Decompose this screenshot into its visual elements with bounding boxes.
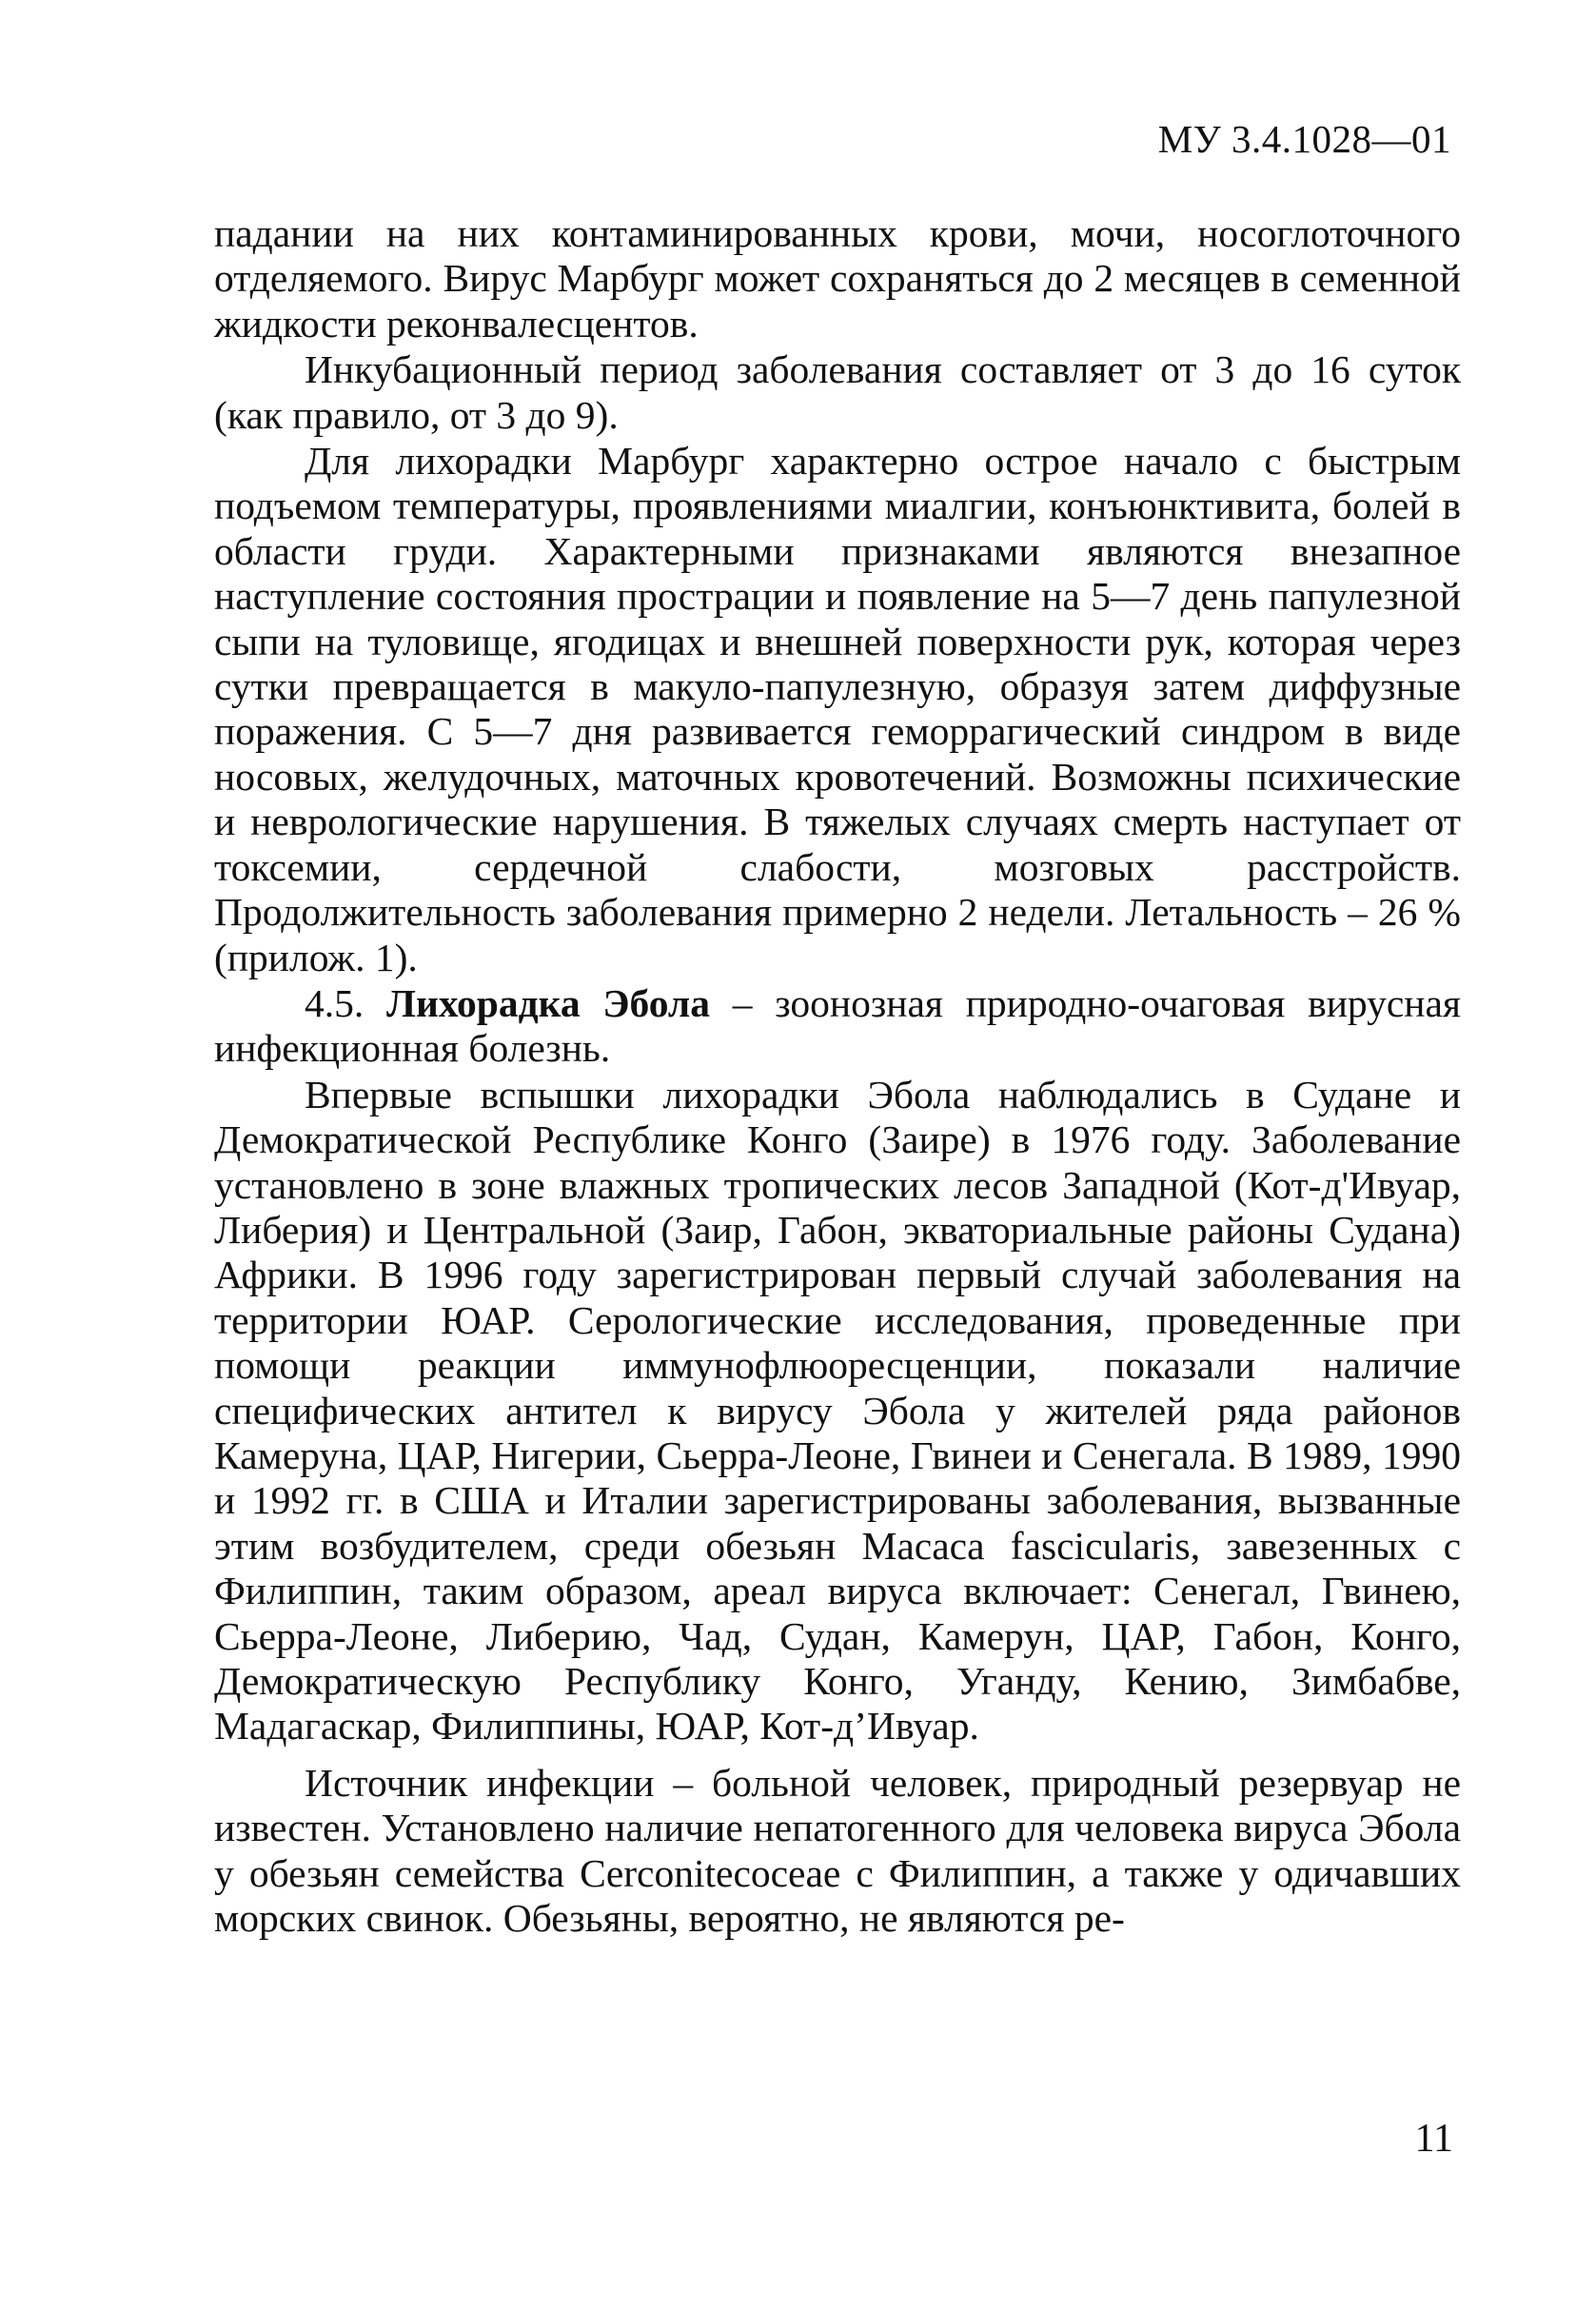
section-term-ebola: Лихорадка Эбола	[386, 980, 710, 1025]
section-number: 4.5.	[305, 980, 365, 1025]
paragraph-marburg-transmission: падании на них контаминированных крови, мочи, носоглоточного отделяемого. Вирус Марбург может сохраняться до 2 месяцев в семенной жидкости реконвалесцентов.	[214, 211, 1461, 346]
paragraph-ebola-history: Впервые вспышки лихорадки Эбола наблюдались в Судане и Демократической Республике Конго (Заире) в 1976 году. Заболевание установлено в зоне влажных тропических лесов Западной (Кот-д'Ивуар, Либерия) и Центральной (Заир, Габон, экваториальные районы Судана) Африки. В 1996 году зарегистрирован первый случай заболевания на территории ЮАР. Серологические исследования, проведенные при помощи реакции иммунофлюоресценции, показали наличие специфических антител к вирусу Эбола у жителей ряда районов Камеруна, ЦАР, Нигерии, Сьерра-Леоне, Гвинеи и Сенегала. В 1989, 1990 и 1992 гг. в США и Италии зарегистрированы заболевания, вызванные этим возбудителем, среди обезьян Macaca fascicularis, завезенных с Филиппин, таким образом, ареал вируса включает: Сенегал, Гвинею, Сьерра-Леоне, Либерию, Чад, Судан, Камерун, ЦАР, Габон, Конго, Демократическую Республику Конго, Уганду, Кению, Зимбабве, Мадагаскар, Филиппины, ЮАР, Кот-д’Ивуар.	[214, 1072, 1461, 1749]
document-code-header: МУ 3.4.1028—01	[1157, 117, 1451, 161]
page-number: 11	[1414, 2117, 1453, 2161]
body-text	[214, 211, 1461, 1941]
section-definition: – зоонозная природно-очаговая вирусная инфекционная болезнь.	[214, 980, 1461, 1071]
section-4-5-ebola-definition	[214, 981, 1461, 1072]
paragraph-incubation-period: Инкубационный период заболевания составляет от 3 до 16 суток (как правило, от 3 до 9).	[214, 347, 1461, 437]
paragraph-marburg-clinical: Для лихорадки Марбург характерно острое начало с быстрым подъемом температуры, проявлениями миалгии, конъюнктивита, болей в области груди. Характерными признаками являются внезапное наступление состояния прострации и появление на 5—7 день папулезной сыпи на туловище, ягодицах и внешней поверхности рук, которая через сутки превращается в макуло-папулезную, образуя затем диффузные поражения. С 5—7 дня развивается геморрагический синдром в виде носовых, желудочных, маточных кровотечений. Возможны психические и неврологические нарушения. В тяжелых случаях смерть наступает от токсемии, сердечной слабости, мозговых расстройств. Продолжительность заболевания примерно 2 недели. Летальность – 26 % (прилож. 1).	[214, 439, 1461, 979]
paragraph-ebola-source: Источник инфекции – больной человек, природный резервуар не известен. Установлено наличие непатогенного для человека вируса Эбола у обезьян семейства Cerconitecoceae с Филиппин, а также у одичавших морских свинок. Обезьяны, вероятно, не являются ре-	[214, 1760, 1461, 1941]
